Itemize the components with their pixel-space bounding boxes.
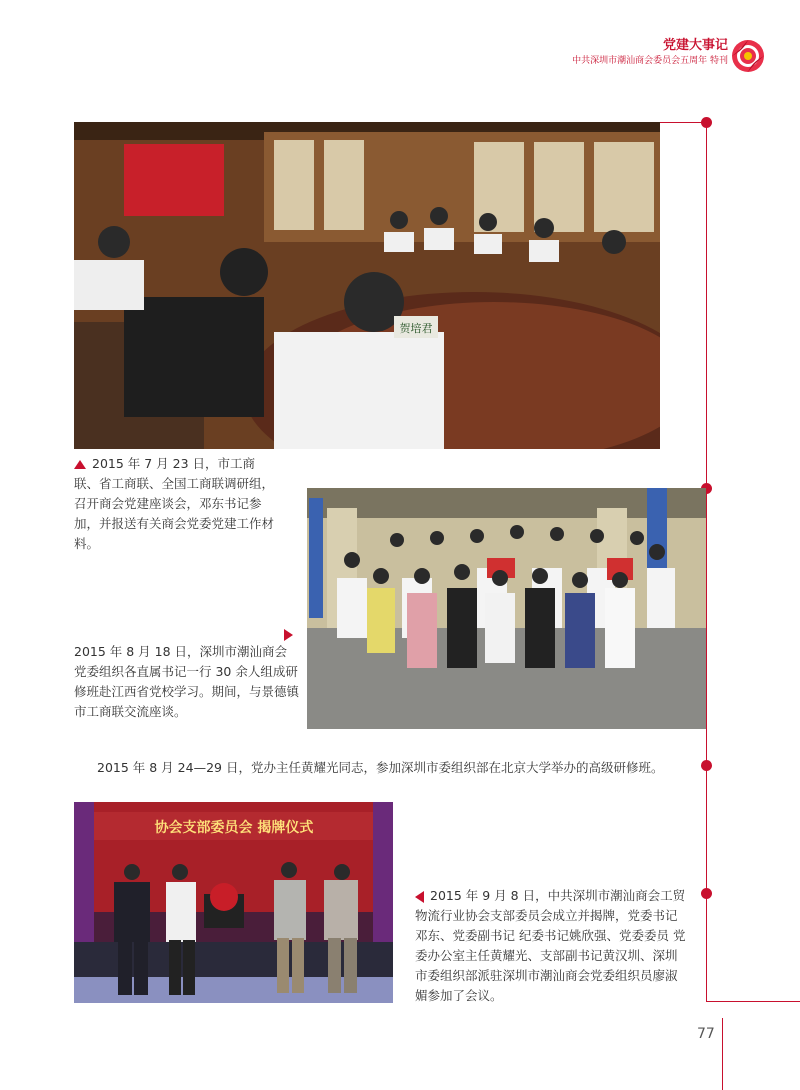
page-number: 77 xyxy=(697,1026,715,1042)
caption-text-1: 2015 年 7 月 23 日，市工商联、省工商联、全国工商联调研组，召开商会党建座谈会，邓东书记参加，并报送有关商会党委党建工作材料。 xyxy=(74,456,275,551)
caption-entry-3 xyxy=(97,758,697,778)
timeline-dot xyxy=(701,117,712,128)
triangle-up-icon xyxy=(74,460,86,469)
timeline-line xyxy=(706,122,707,1002)
triangle-left-icon xyxy=(415,891,424,903)
nameplate-text: 贺培君 xyxy=(399,322,433,335)
caption-text-3: 2015 年 8 月 24—29 日，党办主任黄耀光同志，参加深圳市委组织部在北京大学举办的高级研修班。 xyxy=(97,760,664,775)
timeline-dot xyxy=(701,888,712,899)
photo-group xyxy=(307,488,706,729)
photo-ceremony xyxy=(74,802,393,1003)
photo-meeting xyxy=(74,122,660,449)
page-header xyxy=(572,38,728,68)
triangle-right-icon xyxy=(284,629,293,641)
caption-entry-2 xyxy=(74,642,299,722)
caption-text-4: 2015 年 9 月 8 日，中共深圳市潮汕商会工贸物流行业协会支部委员会成立并揭牌，党委书记邓东、党委副书记 纪委书记姚欣强、党委委员 党委办公室主任黄耀光、支部副书记黄汉圳、深圳市委组织部派驻深圳市潮汕商会党委组织员廖淑媚参加了会议。 xyxy=(415,888,686,1003)
caption-entry-4 xyxy=(415,886,687,1006)
banner-text: 协会支部委员会 揭牌仪式 xyxy=(154,820,314,836)
caption-text-2: 2015 年 8 月 18 日，深圳市潮汕商会党委组织各直属书记一行 30 余人组成研修班赴江西省党校学习。期间，与景德镇市工商联交流座谈。 xyxy=(74,644,300,719)
header-subtitle: 中共深圳市潮汕商会委员会五周年 特刊 xyxy=(572,56,728,66)
timeline-connector xyxy=(706,1001,800,1002)
timeline-connector xyxy=(660,122,706,123)
flower-logo-icon xyxy=(730,38,766,74)
timeline-dot xyxy=(701,760,712,771)
caption-entry-1 xyxy=(74,454,274,554)
page-rule xyxy=(722,1018,723,1090)
header-title: 党建大事记 xyxy=(662,38,728,53)
